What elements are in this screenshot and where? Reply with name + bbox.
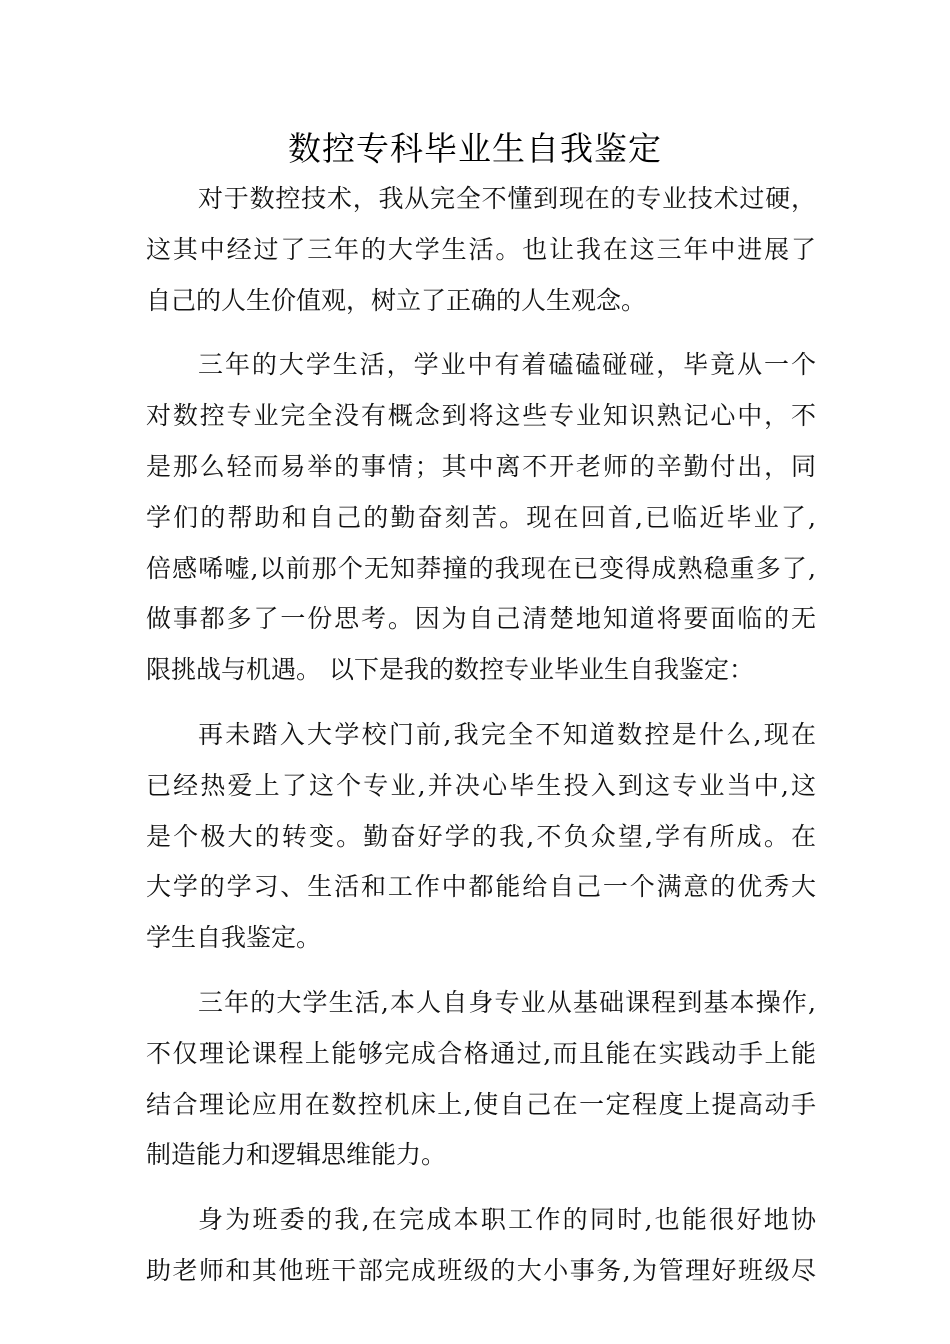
text-line: 已经热爱上了这个专业,并决心毕生投入到这专业当中,这 [146,770,816,800]
text-line: 制造能力和逻辑思维能力。 [146,1140,447,1170]
text-line: 对于数控技术，我从完全不懂到现在的专业技术过硬， [198,184,816,213]
text-line: 自己的人生价值观，树立了正确的人生观念。 [146,285,647,315]
text-line: 学们的帮助和自己的勤奋刻苦。现在回首,已临近毕业了, [146,502,816,532]
text-line: 再未踏入大学校门前,我完全不知道数控是什么,现在 [198,719,816,749]
text-line: 学生自我鉴定。 [146,923,322,953]
text-line: 助老师和其他班干部完成班级的大小事务,为管理好班级尽 [146,1255,816,1285]
text-line: 三年的大学生活，学业中有着磕磕碰碰，毕竟从一个 [198,350,816,380]
paragraph-1 [146,174,816,326]
text-line: 做事都多了一份思考。因为自己清楚地知道将要面临的无 [146,604,816,634]
paragraph-2 [146,340,816,696]
text-line: 身为班委的我,在完成本职工作的同时,也能很好地协 [198,1205,816,1235]
text-line: 倍感唏嘘,以前那个无知莽撞的我现在已变得成熟稳重多了, [146,553,816,583]
text-line: 限挑战与机遇。 以下是我的数控专业毕业生自我鉴定： [146,655,754,685]
text-line: 大学的学习、生活和工作中都能给自己一个满意的优秀大 [146,872,816,902]
text-line: 对数控专业完全没有概念到将这些专业知识熟记心中，不 [146,401,816,431]
text-line: 结合理论应用在数控机床上,使自己在一定程度上提高动手 [146,1089,816,1119]
paragraph-5 [146,1195,816,1297]
paragraph-3 [146,710,816,964]
document-title: 数控专科毕业生自我鉴定 [288,129,662,168]
text-line: 是那么轻而易举的事情；其中离不开老师的辛勤付出，同 [146,451,816,481]
text-line: 不仅理论课程上能够完成合格通过,而且能在实践动手上能 [146,1038,816,1068]
text-line: 这其中经过了三年的大学生活。也让我在这三年中进展了 [146,234,816,264]
document-body [146,174,816,1297]
text-line: 是个极大的转变。勤奋好学的我,不负众望,学有所成。在 [146,821,816,851]
text-line: 三年的大学生活,本人自身专业从基础课程到基本操作, [198,987,816,1017]
paragraph-4 [146,978,816,1181]
